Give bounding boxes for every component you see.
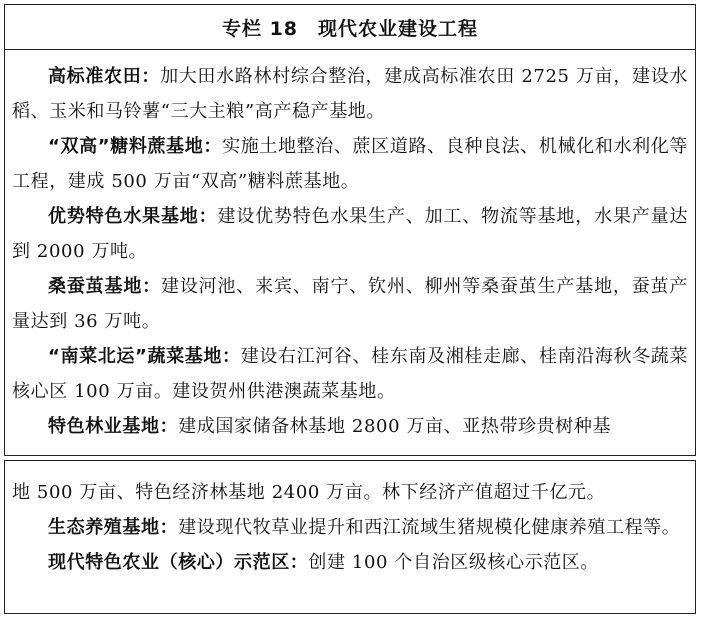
- item-text: 创建 100 个自治区级核心示范区。: [308, 552, 600, 573]
- item-sugarcane-base: [12, 129, 688, 199]
- item-demo-zone: [12, 545, 688, 580]
- column-box-top: [4, 4, 696, 456]
- item-lead: “南菜北运”蔬菜基地：: [48, 346, 241, 367]
- item-lead: 特色林业基地：: [48, 416, 179, 437]
- item-lead: 现代特色农业（核心）示范区：: [48, 552, 309, 573]
- item-text: 建设优势特色水果生产、加工、物流等基地，水果产量达到 2000 万吨。: [12, 206, 689, 262]
- item-high-standard-farmland: [12, 59, 688, 129]
- column-title-text: 现代农业建设工程: [318, 17, 479, 40]
- item-lead: 桑蚕茧基地：: [48, 276, 161, 297]
- item-text: 建成国家储备林基地 2800 万亩、亚热带珍贵树种基: [178, 416, 612, 437]
- item-text: 加大田水路林村综合整治，建成高标准农田 2725 万亩，建设水稻、玉米和马铃薯“三大主粮”高产稳产基地。: [12, 66, 688, 122]
- item-silkworm-base: [12, 269, 688, 339]
- column-content-continued: [5, 461, 695, 580]
- item-vegetable-base: [12, 339, 688, 409]
- item-text: 建设河池、来宾、南宁、钦州、柳州等桑蚕茧生产基地，蚕茧产量达到 36 万吨。: [12, 276, 688, 332]
- item-text: 建设现代牧草业提升和西江流域生猪规模化健康养殖工程等。: [178, 517, 681, 538]
- item-eco-farming-base: [12, 510, 688, 545]
- item-text: 实施土地整治、蔗区道路、良种良法、机械化和水利化等工程，建成 500 万亩“双高”糖料蔗基地。: [12, 136, 688, 192]
- item-text: 建设右江河谷、桂东南及湘桂走廊、桂南沿海秋冬蔬菜核心区 100 万亩。建设贺州供港澳蔬菜基地。: [12, 346, 688, 402]
- item-lead: “双高”糖料蔗基地：: [48, 136, 223, 157]
- item-forestry-base: [12, 409, 688, 444]
- item-lead: 高标准农田：: [48, 66, 161, 87]
- column-content: [5, 50, 695, 444]
- item-forestry-continued: 地 500 万亩、特色经济林基地 2400 万亩。林下经济产值超过千亿元。: [12, 482, 606, 503]
- item-lead: 优势特色水果基地：: [48, 206, 218, 227]
- column-box-bottom: [4, 460, 696, 614]
- item-fruit-base: [12, 199, 688, 269]
- column-number: 专栏 18: [221, 17, 299, 40]
- item-lead: 生态养殖基地：: [48, 517, 179, 538]
- column-title: [5, 5, 695, 50]
